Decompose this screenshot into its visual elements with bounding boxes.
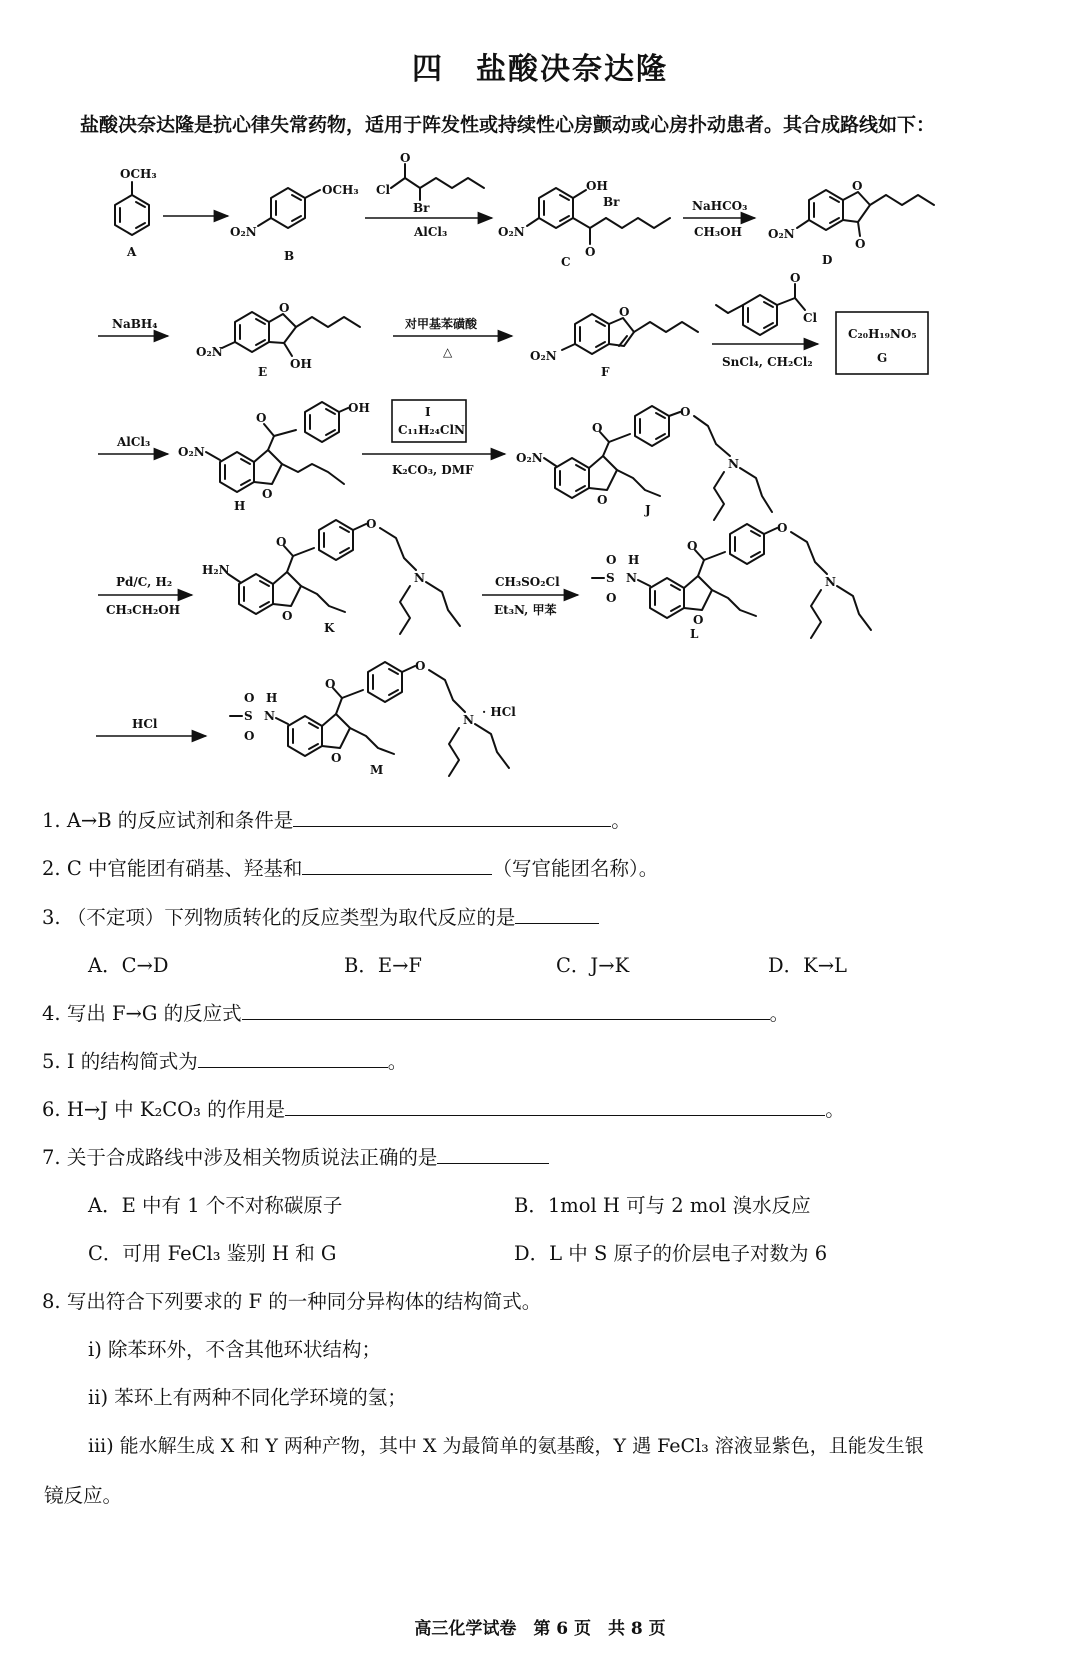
- label-l: L: [690, 627, 699, 641]
- compound-b: [230, 183, 359, 263]
- question-2-end: （写官能团名称）。: [492, 857, 659, 880]
- o-text: O: [415, 659, 426, 673]
- n-text: N: [626, 571, 637, 585]
- oh-text: OH: [290, 357, 312, 371]
- question-7-text: 关于合成路线中涉及相关物质说法正确的是: [66, 1146, 438, 1169]
- o2n-text: O₂N: [498, 225, 525, 239]
- h-text: H: [628, 553, 640, 567]
- o-text: O: [597, 493, 608, 507]
- question-2-num: 2.: [42, 857, 61, 880]
- q7-option-d[interactable]: D．L 中 S 原子的价层电子对数为 6: [514, 1242, 828, 1265]
- question-3-text: （不定项）下列物质转化的反应类型为取代反应的是: [66, 906, 516, 929]
- och3-text: OCH₃: [120, 167, 157, 181]
- question-3: [42, 902, 599, 930]
- o-text: O: [256, 411, 267, 425]
- reagent-pdc: Pd/C, H₂: [116, 575, 173, 589]
- compound-f: [530, 305, 698, 379]
- o-text: O: [279, 301, 290, 315]
- compound-a: [115, 167, 157, 259]
- reagent-nahco3: NaHCO₃: [692, 199, 748, 213]
- question-5-num: 5.: [42, 1050, 61, 1073]
- compound-l: [592, 521, 871, 641]
- n-text: N: [463, 713, 474, 727]
- question-4-text: 写出 F→G 的反应式: [66, 1002, 242, 1025]
- reagent-nabh4: NaBH₄: [112, 317, 158, 331]
- h2n-text: H₂N: [202, 563, 230, 577]
- n-text: N: [414, 571, 425, 585]
- o2n-text: O₂N: [530, 349, 557, 363]
- br-text: Br: [413, 201, 430, 215]
- o2n-text: O₂N: [178, 445, 205, 459]
- o-text: O: [585, 245, 596, 259]
- o-text: O: [262, 487, 273, 501]
- question-4-end: 。: [769, 1002, 790, 1025]
- o-text: O: [852, 179, 863, 193]
- reagent-heat: △: [443, 345, 453, 359]
- intro-text: 盐酸决奈达隆是抗心律失常药物，适用于阵发性或持续性心房颤动或心房扑动患者。其合成路线如下：: [80, 114, 936, 136]
- acyl-chloride-reagent: [376, 151, 484, 215]
- o-text: O: [693, 613, 704, 627]
- label-e: E: [258, 365, 268, 379]
- compound-e: [196, 301, 360, 379]
- s-text: S: [606, 571, 615, 585]
- question-6: [42, 1094, 845, 1122]
- o-text: O: [331, 751, 342, 765]
- answer-blank-7[interactable]: [437, 1147, 549, 1164]
- label-g: G: [877, 351, 888, 365]
- o-text: O: [855, 237, 866, 251]
- compound-j: [516, 405, 772, 520]
- question-1-num: 1.: [42, 809, 61, 832]
- answer-blank-5[interactable]: [198, 1051, 388, 1068]
- compound-m: [230, 659, 516, 777]
- s-text: S: [244, 709, 253, 723]
- o-text: O: [244, 691, 255, 705]
- q7-option-a[interactable]: A．E 中有 1 个不对称碳原子: [88, 1194, 343, 1217]
- compound-k: [202, 517, 460, 635]
- question-8: [42, 1286, 541, 1314]
- o-text: O: [777, 521, 788, 535]
- q3-option-d[interactable]: D．K→L: [768, 954, 847, 977]
- label-k: K: [324, 621, 335, 635]
- o2n-text: O₂N: [768, 227, 795, 241]
- question-6-text: H→J 中 K₂CO₃ 的作用是: [66, 1098, 286, 1121]
- answer-blank-3[interactable]: [515, 907, 599, 924]
- question-1-end: 。: [611, 809, 631, 832]
- q3-option-a[interactable]: A．C→D: [88, 954, 169, 977]
- synthesis-scheme: [0, 150, 1080, 810]
- label-a: A: [127, 245, 137, 259]
- label-h: H: [234, 499, 246, 513]
- o-text: O: [282, 609, 293, 623]
- question-4: [42, 998, 789, 1026]
- n-text: N: [825, 575, 836, 589]
- answer-blank-2[interactable]: [302, 858, 492, 875]
- o2n-text: O₂N: [230, 225, 257, 239]
- o-text: O: [244, 729, 255, 743]
- reagent-alcl3: AlCl₃: [414, 225, 448, 239]
- question-7: [42, 1142, 549, 1170]
- label-b: B: [284, 249, 295, 263]
- question-5: [42, 1046, 407, 1074]
- question-8-num: 8.: [42, 1290, 61, 1313]
- cl-text: Cl: [376, 183, 391, 197]
- q8-condition-1: i) 除苯环外，不含其他环状结构；: [88, 1338, 382, 1361]
- oh-text: OH: [586, 179, 608, 193]
- o-text: O: [276, 535, 287, 549]
- compound-c: [498, 179, 670, 269]
- q8-condition-3: iii) 能水解生成 X 和 Y 两种产物，其中 X 为最简单的氨基酸，Y 遇 FeCl₃ 溶液显紫色，且能发生银: [88, 1435, 924, 1457]
- q8-condition-3-cont: 镜反应。: [44, 1484, 123, 1507]
- question-5-end: 。: [387, 1050, 408, 1073]
- o-text: O: [400, 151, 411, 165]
- question-6-num: 6.: [42, 1098, 61, 1121]
- question-3-num: 3.: [42, 906, 61, 929]
- h-text: H: [266, 691, 278, 705]
- question-1-text: A→B 的反应试剂和条件是: [66, 809, 294, 832]
- o-text: O: [366, 517, 377, 531]
- q7-option-c[interactable]: C．可用 FeCl₃ 鉴别 H 和 G: [88, 1242, 337, 1265]
- o-text: O: [606, 553, 617, 567]
- reagent-sncl4: SnCl₄, CH₂Cl₂: [722, 355, 813, 369]
- question-7-num: 7.: [42, 1146, 61, 1169]
- reagent-etoh: CH₃CH₂OH: [106, 603, 181, 617]
- reagent-ch3oh: CH₃OH: [694, 225, 742, 239]
- label-f: F: [601, 365, 610, 379]
- question-1: [42, 805, 631, 833]
- g-formula: C₂₀H₁₉NO₅: [848, 327, 917, 341]
- i-formula: C₁₁H₂₄ClN: [398, 423, 465, 437]
- oh-text: OH: [348, 401, 370, 415]
- o-text: O: [606, 591, 617, 605]
- answer-blank-6[interactable]: [285, 1099, 825, 1116]
- anisoyl-chloride-reagent: [716, 271, 818, 335]
- question-4-num: 4.: [42, 1002, 61, 1025]
- q7-option-b[interactable]: B．1mol H 可与 2 mol 溴水反应: [514, 1194, 811, 1217]
- question-2-text: C 中官能团有硝基、羟基和: [66, 857, 303, 880]
- q3-option-b[interactable]: B．E→F: [344, 954, 422, 977]
- reagent-tsoh: 对甲基苯磺酸: [405, 317, 478, 331]
- label-m: M: [370, 763, 384, 777]
- n-text: N: [264, 709, 275, 723]
- i-label: I: [425, 405, 431, 419]
- question-2: [42, 853, 658, 881]
- compound-d: [768, 179, 934, 267]
- o-text: O: [325, 677, 336, 691]
- label-d: D: [822, 253, 833, 267]
- o-text: O: [687, 539, 698, 553]
- answer-blank-4[interactable]: [242, 1003, 770, 1020]
- o-text: O: [790, 271, 801, 285]
- o-text: O: [680, 405, 691, 419]
- reagent-hcl: HCl: [132, 717, 158, 731]
- reagent-mscl: CH₃SO₂Cl: [495, 575, 560, 589]
- reagent-alcl3-h: AlCl₃: [117, 435, 151, 449]
- och3-text: OCH₃: [322, 183, 359, 197]
- question-8-text: 写出符合下列要求的 F 的一种同分异构体的结构简式。: [66, 1290, 542, 1313]
- hcl-salt-text: · HCl: [482, 705, 516, 719]
- o-text: O: [592, 421, 603, 435]
- answer-blank-1[interactable]: [293, 810, 611, 827]
- q8-condition-2: ii) 苯环上有两种不同化学环境的氢；: [88, 1386, 407, 1409]
- label-c: C: [561, 255, 571, 269]
- n-text: N: [728, 457, 739, 471]
- label-j: J: [645, 503, 651, 517]
- o2n-text: O₂N: [196, 345, 223, 359]
- question-5-text: I 的结构简式为: [66, 1050, 198, 1073]
- reagent-k2co3: K₂CO₃, DMF: [392, 463, 474, 477]
- o-text: O: [619, 305, 630, 319]
- reagent-et3n: Et₃N, 甲苯: [494, 603, 557, 617]
- cl-text: Cl: [803, 311, 818, 325]
- page-footer: 高三化学试卷 第 6 页 共 8 页: [414, 1619, 666, 1639]
- page-title: 四 盐酸决奈达隆: [412, 52, 668, 87]
- o2n-text: O₂N: [516, 451, 543, 465]
- q3-option-c[interactable]: C．J→K: [556, 954, 630, 977]
- compound-h: [178, 401, 370, 513]
- question-6-end: 。: [825, 1098, 845, 1121]
- br-text: Br: [603, 195, 620, 209]
